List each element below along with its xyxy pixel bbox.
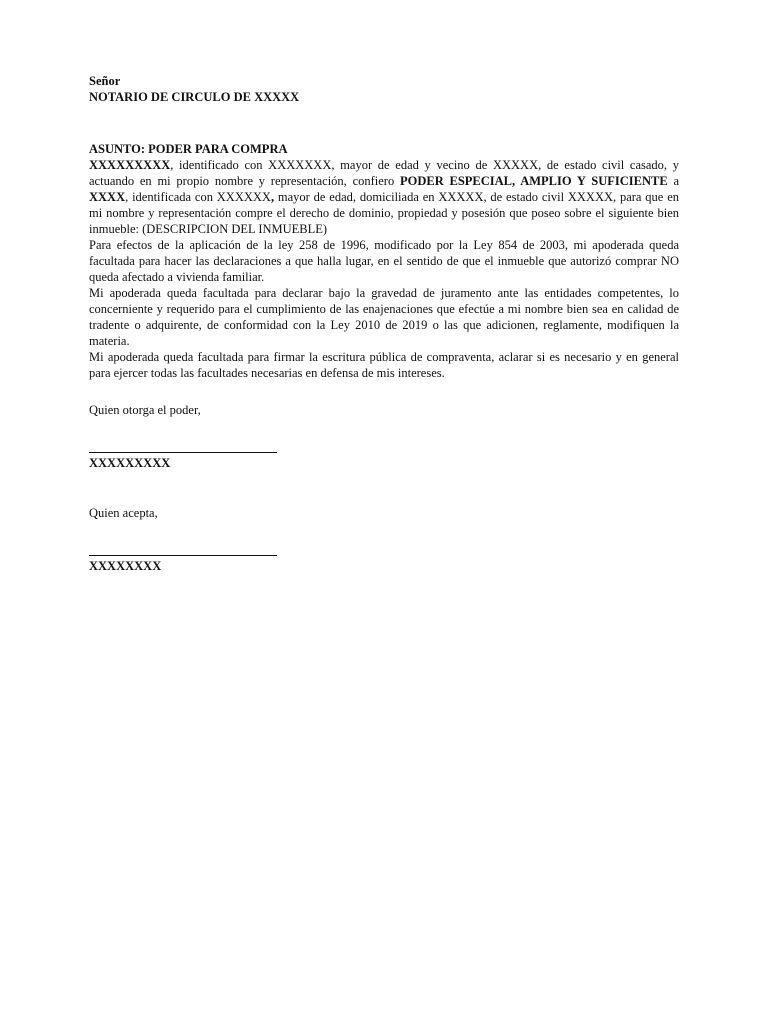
power-type: PODER ESPECIAL, AMPLIO Y SUFICIENTE	[399, 174, 668, 188]
recipient-block	[89, 73, 679, 105]
paragraph-grant	[89, 157, 679, 237]
attorney-name: XXXX	[89, 190, 126, 204]
grantor-signature-name: XXXXXXXXX	[89, 456, 171, 470]
paragraph-oath: Mi apoderada queda facultada para declarar bajo la gravedad de juramento ante las entidades competentes, lo concerniente y requerido para el cumplimiento de las enajenaciones que efectúe a mi nombre bien sea en calidad de tradente o adquirente, de conformidad con la Ley 2010 de 2019 o las que adicionen, reglamente, modifiquen la materia.	[89, 286, 679, 348]
grantor-signature-block	[89, 452, 679, 471]
acceptor-label: Quien acepta,	[89, 506, 158, 520]
grantor-signature-line	[89, 452, 277, 453]
acceptor-signature-line	[89, 555, 277, 556]
paragraph-deed: Mi apoderada queda facultada para firmar la escritura pública de compraventa, aclarar si es necesario y en general para ejercer todas las facultades necesarias en defensa de mis intereses.	[89, 350, 679, 380]
paragraph1-comma: ,	[270, 190, 275, 204]
subject-line: ASUNTO: PODER PARA COMPRA	[89, 142, 288, 156]
paragraph1-text-d: mayor de edad, domiciliada en XXXXX, de estado civil XXXXX, para que en mi nombre y representación compre el derecho de dominio, propiedad y posesión que poseo sobre el siguiente bien inmueble: (DESCRIPCION DEL INMUEBLE)	[89, 190, 679, 236]
recipient-title: NOTARIO DE CIRCULO DE XXXXX	[89, 90, 300, 104]
paragraph-family-housing: Para efectos de la aplicación de la ley 258 de 1996, modificado por la Ley 854 de 2003, mi apoderada queda facultada para hacer las declaraciones a que halla lugar, en el sentido de que el inmueble que autorizó comprar NO queda afectado a vivienda familiar.	[89, 238, 679, 284]
recipient-salutation: Señor	[89, 74, 121, 88]
paragraph1-text-a: , identificado con XXXXXXX, mayor de edad y vecino de XXXXX, de estado civil casado, y actuando en mi propio nombre y representación, confiero	[89, 158, 679, 188]
grantor-name: XXXXXXXXX	[89, 158, 171, 172]
grantor-label: Quien otorga el poder,	[89, 403, 201, 417]
acceptor-signature-block	[89, 555, 679, 574]
acceptor-signature-name: XXXXXXXX	[89, 559, 162, 573]
letter-body	[89, 73, 679, 574]
paragraph1-text-c: , identificada con XXXXXX	[125, 190, 271, 204]
paragraph1-text-b: a	[667, 174, 679, 188]
